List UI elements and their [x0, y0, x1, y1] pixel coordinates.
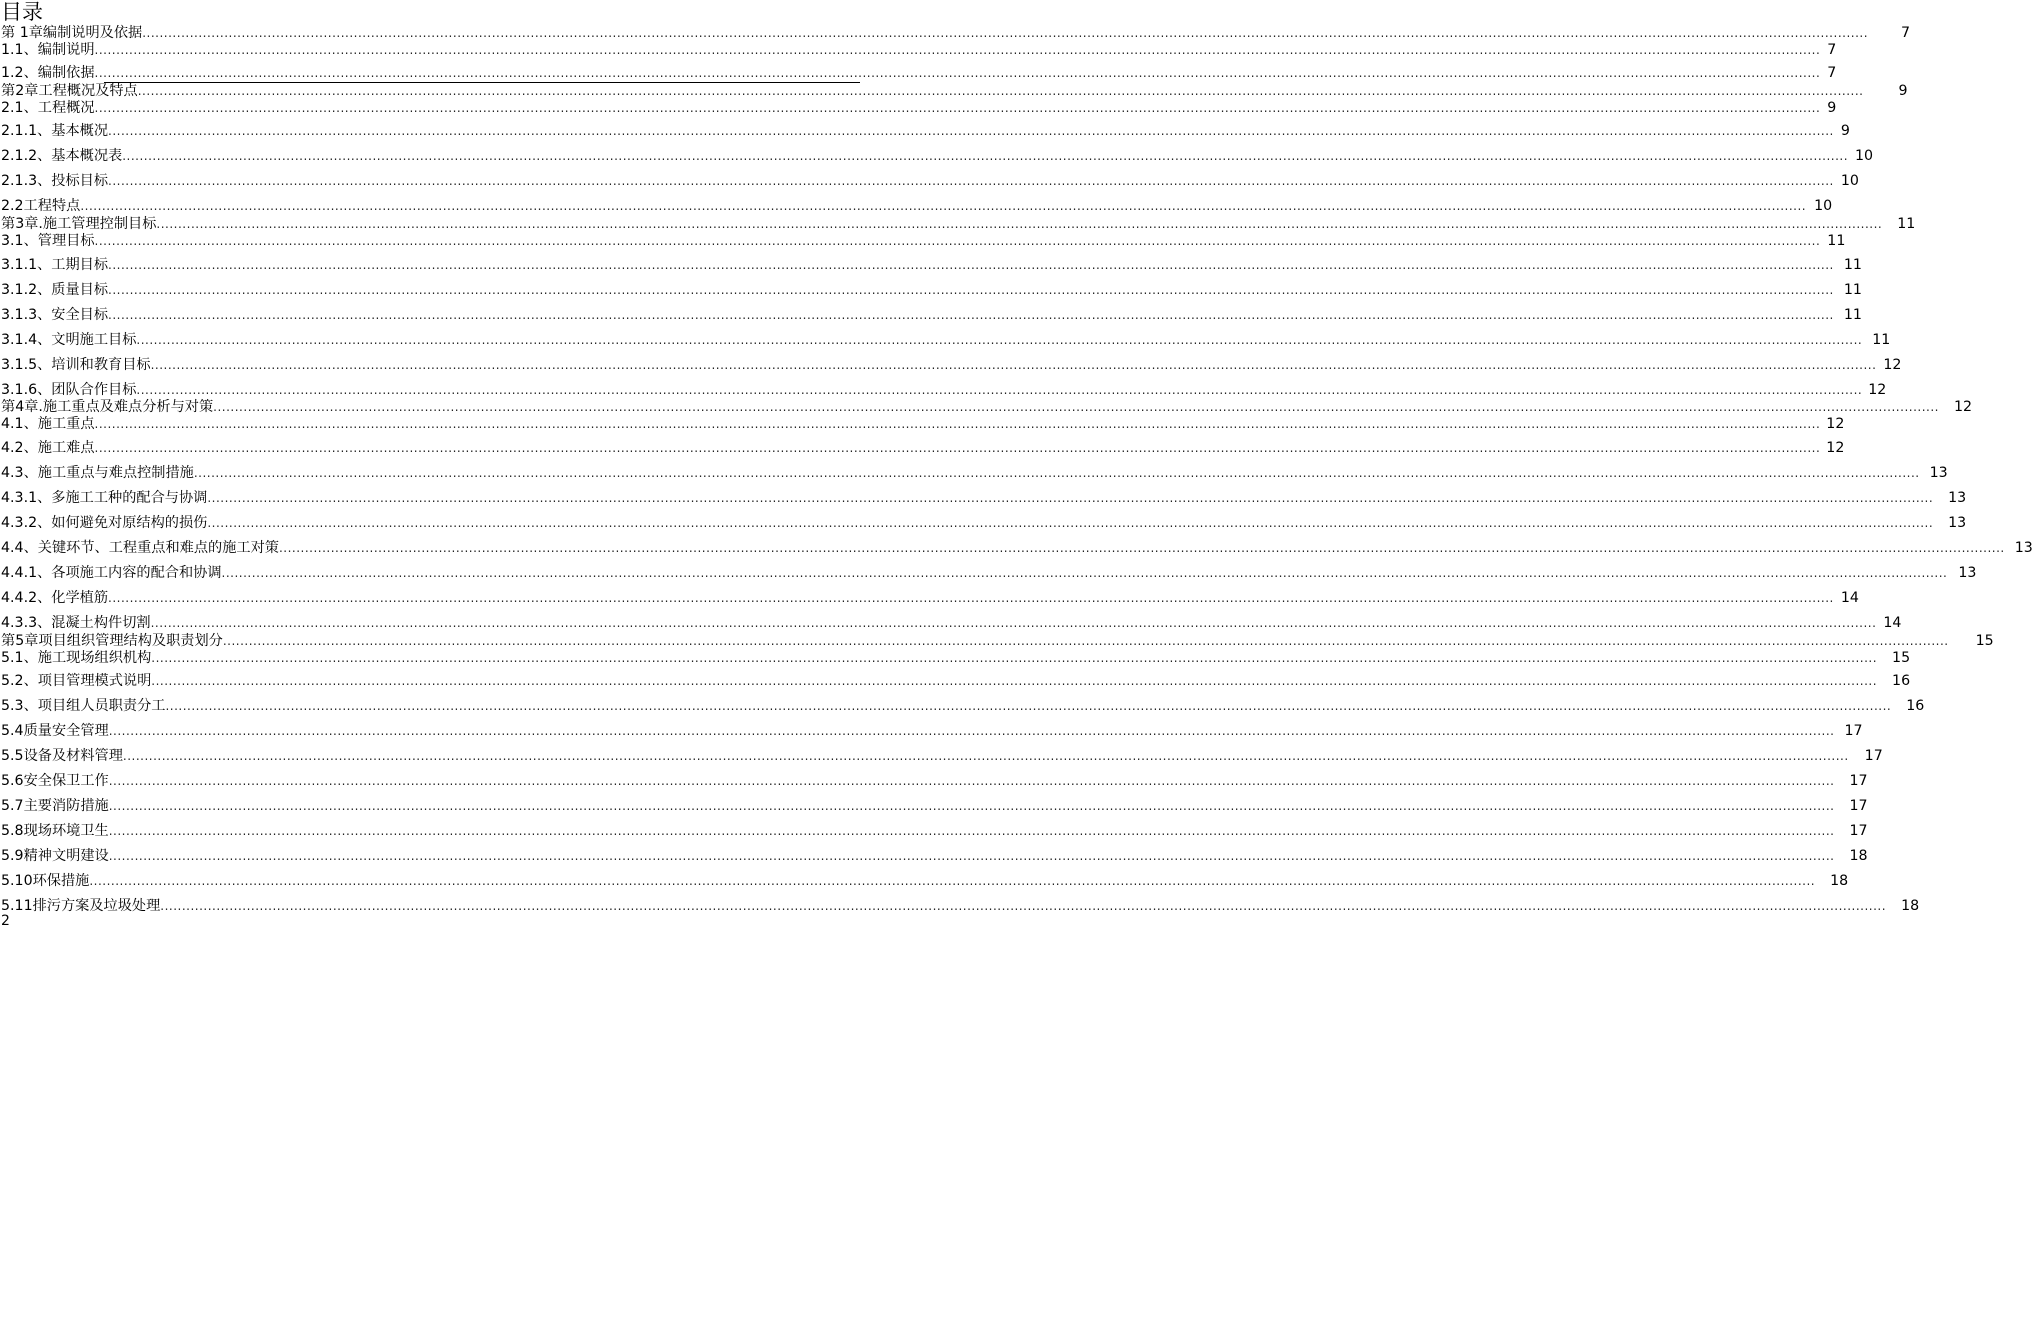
toc-entry-label: 4.3.2、如何避免对原结构的损伤: [1, 515, 208, 531]
toc-entry-page: 16: [1892, 673, 1911, 689]
toc-entry-page: 18: [1901, 898, 1920, 914]
toc-entry-label: 4.4.2、化学植筋: [1, 590, 109, 606]
toc-entry[interactable]: [1, 489, 1967, 507]
toc-entry[interactable]: [1, 147, 1874, 165]
dot-leader: ................................................................................................................................................................................................................................................................................................................................................................................................................: [122, 749, 1849, 763]
toc-entry-label: 5.1、施工现场组织机构: [1, 650, 152, 666]
toc-entry[interactable]: [1, 632, 1994, 650]
toc-entry-label: 3.1.1、工期目标: [1, 257, 109, 273]
toc-entry[interactable]: [1, 281, 1862, 299]
toc-entry-label: 5.5设备及材料管理: [1, 748, 123, 764]
toc-entry[interactable]: [1, 847, 1868, 865]
toc-entry-label: 4.3.1、多施工工种的配合与协调: [1, 490, 208, 506]
toc-entry-label: 4.4、关键环节、工程重点和难点的施工对策: [1, 540, 279, 556]
toc-entry-label: 2.1.2、基本概况表: [1, 148, 123, 164]
toc-entry[interactable]: [1, 331, 1891, 349]
toc-entry-page: 14: [1883, 615, 1902, 631]
toc-entry-page: 7: [1827, 42, 1837, 58]
dot-leader: ................................................................................................................................................................................................................................................................................................................................................................................................................: [94, 66, 1821, 80]
dot-leader: ................................................................................................................................................................................................................................................................................................................................................................................................................: [207, 516, 1934, 530]
dot-leader: ................................................................................................................................................................................................................................................................................................................................................................................................................: [151, 674, 1878, 688]
toc-entry[interactable]: [1, 614, 1902, 632]
toc-entry-page: 15: [1892, 650, 1911, 666]
toc-entry-label: 2.1.1、基本概况: [1, 123, 109, 139]
toc-entry-page: 7: [1827, 65, 1837, 81]
toc-entry-label: 2.2工程特点: [1, 198, 81, 214]
toc-entry[interactable]: [1, 24, 1911, 42]
toc-entry-page: 9: [1898, 83, 1908, 99]
toc-entry-page: 10: [1840, 173, 1859, 189]
toc-entry[interactable]: [1, 672, 1911, 690]
toc-entry[interactable]: [1, 306, 1862, 324]
toc-entry[interactable]: [1, 797, 1868, 815]
toc-entry-page: 10: [1855, 148, 1874, 164]
toc-entry[interactable]: [1, 381, 1887, 399]
toc-entry-page: 12: [1826, 440, 1845, 456]
dot-leader: ................................................................................................................................................................................................................................................................................................................................................................................................................: [94, 43, 1821, 57]
toc-entry[interactable]: [1, 514, 1967, 532]
toc-entry-label: 3.1、管理目标: [1, 233, 95, 249]
toc-entry-label: 3.1.3、安全目标: [1, 307, 109, 323]
dot-leader: ................................................................................................................................................................................................................................................................................................................................................................................................................: [94, 101, 1821, 115]
toc-entry[interactable]: [1, 398, 1973, 416]
toc-entry[interactable]: [1, 822, 1868, 840]
toc-entry-page: 12: [1953, 399, 1973, 415]
toc-entry[interactable]: [1, 897, 1920, 915]
dot-leader: ................................................................................................................................................................................................................................................................................................................................................................................................................: [137, 84, 1864, 98]
dot-leader: ................................................................................................................................................................................................................................................................................................................................................................................................................: [108, 308, 1834, 322]
dot-leader: ................................................................................................................................................................................................................................................................................................................................................................................................................: [108, 849, 1835, 863]
dot-leader: ................................................................................................................................................................................................................................................................................................................................................................................................................: [150, 616, 1877, 630]
toc-entry[interactable]: [1, 232, 1846, 250]
toc-entry-label: 5.10环保措施: [1, 873, 90, 889]
toc-entry-label: 2.1、工程概况: [1, 100, 95, 116]
toc-entry-label: 3.1.5、培训和教育目标: [1, 357, 151, 373]
dot-leader: ................................................................................................................................................................................................................................................................................................................................................................................................................: [193, 466, 1920, 480]
toc-entry[interactable]: [1, 99, 1837, 117]
dot-leader: ................................................................................................................................................................................................................................................................................................................................................................................................................: [136, 333, 1863, 347]
toc-entry-page: 12: [1883, 357, 1902, 373]
toc-entry[interactable]: [1, 539, 2033, 557]
toc-entry[interactable]: [1, 41, 1837, 59]
toc-entry-label: 5.9精神文明建设: [1, 848, 109, 864]
dot-leader: ................................................................................................................................................................................................................................................................................................................................................................................................................: [278, 541, 2005, 555]
dot-leader: ................................................................................................................................................................................................................................................................................................................................................................................................................: [156, 217, 1883, 231]
toc-entry-label: 3.1.2、质量目标: [1, 282, 109, 298]
toc-entry-label: 1.2、编制依据: [1, 65, 95, 81]
toc-entry-page: 13: [1929, 465, 1948, 481]
toc-entry-page: 9: [1827, 100, 1837, 116]
dot-leader: ................................................................................................................................................................................................................................................................................................................................................................................................................: [108, 824, 1835, 838]
toc-entry-page: 10: [1814, 198, 1833, 214]
toc-entry-label: 4.1、施工重点: [1, 416, 95, 432]
dot-leader: ................................................................................................................................................................................................................................................................................................................................................................................................................: [122, 149, 1849, 163]
toc-entry[interactable]: [1, 747, 1883, 765]
dot-leader: ................................................................................................................................................................................................................................................................................................................................................................................................................: [108, 283, 1834, 297]
toc-entry[interactable]: [1, 464, 1948, 482]
toc-entry-page: 15: [1975, 633, 1994, 649]
toc-entry-label: 3.1.6、团队合作目标: [1, 382, 137, 398]
toc-entry-label: 第 1章编制说明及依据: [1, 25, 143, 41]
dot-leader: ................................................................................................................................................................................................................................................................................................................................................................................................................: [80, 199, 1807, 213]
dot-leader: ................................................................................................................................................................................................................................................................................................................................................................................................................: [165, 699, 1892, 713]
dot-leader: ................................................................................................................................................................................................................................................................................................................................................................................................................: [94, 441, 1821, 455]
toc-entry[interactable]: [1, 82, 1908, 100]
dot-leader: ................................................................................................................................................................................................................................................................................................................................................................................................................: [108, 124, 1834, 138]
toc-entry-page: 13: [1948, 515, 1967, 531]
toc-entry-page: 9: [1840, 123, 1850, 139]
toc-entry[interactable]: [1, 589, 1859, 607]
toc-entry-label: 4.3.3、混凝土构件切割: [1, 615, 151, 631]
toc-entry-page: 11: [1843, 307, 1862, 323]
toc-entry-page: 7: [1901, 25, 1911, 41]
toc-entry[interactable]: [1, 722, 1863, 740]
toc-entry[interactable]: [1, 64, 1837, 82]
toc-entry-label: 3.1.4、文明施工目标: [1, 332, 137, 348]
dot-leader: ................................................................................................................................................................................................................................................................................................................................................................................................................: [108, 591, 1834, 605]
toc-entry-label: 第4章.施工重点及难点分析与对策: [1, 399, 214, 415]
toc-entry-page: 13: [1948, 490, 1967, 506]
toc-entry-page: 12: [1868, 382, 1887, 398]
page-number: 2: [1, 913, 10, 929]
horizontal-rule: [104, 82, 860, 83]
dot-leader: ................................................................................................................................................................................................................................................................................................................................................................................................................: [136, 383, 1863, 397]
toc-entry[interactable]: [1, 415, 1845, 433]
toc-entry-page: 11: [1897, 216, 1916, 232]
toc-entry-page: 18: [1849, 848, 1868, 864]
toc-entry[interactable]: [1, 197, 1833, 215]
toc-entry-label: 第3章.施工管理控制目标: [1, 216, 157, 232]
toc-entry-label: 4.3、施工重点与难点控制措施: [1, 465, 194, 481]
toc-entry-page: 17: [1849, 823, 1868, 839]
dot-leader: ................................................................................................................................................................................................................................................................................................................................................................................................................: [151, 651, 1878, 665]
toc-entry-label: 5.3、项目组人员职责分工: [1, 698, 166, 714]
dot-leader: ................................................................................................................................................................................................................................................................................................................................................................................................................: [108, 799, 1835, 813]
toc-entry-page: 11: [1843, 282, 1862, 298]
toc-entry[interactable]: [1, 439, 1845, 457]
dot-leader: ................................................................................................................................................................................................................................................................................................................................................................................................................: [160, 899, 1887, 913]
toc-entry-label: 1.1、编制说明: [1, 42, 95, 58]
toc-entry[interactable]: [1, 122, 1850, 140]
toc-entry-label: 2.1.3、投标目标: [1, 173, 109, 189]
toc-entry[interactable]: [1, 215, 1916, 233]
dot-leader: ................................................................................................................................................................................................................................................................................................................................................................................................................: [221, 566, 1948, 580]
toc-entry[interactable]: [1, 256, 1862, 274]
toc-entry-label: 5.7主要消防措施: [1, 798, 109, 814]
toc-entry-label: 第2章工程概况及特点: [1, 83, 138, 99]
toc-entry-page: 17: [1864, 748, 1883, 764]
toc-entry[interactable]: [1, 172, 1859, 190]
toc-entry-label: 5.6安全保卫工作: [1, 773, 109, 789]
toc-entry-page: 14: [1840, 590, 1859, 606]
toc-entry[interactable]: [1, 697, 1925, 715]
toc-entry-page: 13: [2014, 540, 2033, 556]
toc-entry-page: 11: [1843, 257, 1862, 273]
toc-entry-label: 5.8现场环境卫生: [1, 823, 109, 839]
toc-entry-page: 12: [1826, 416, 1845, 432]
toc-entry-label: 第5章项目组织管理结构及职责划分: [1, 633, 223, 649]
toc-entry-label: 5.4质量安全管理: [1, 723, 109, 739]
toc-entry-label: 4.4.1、各项施工内容的配合和协调: [1, 565, 222, 581]
toc-entry-page: 11: [1827, 233, 1846, 249]
toc-entry[interactable]: [1, 872, 1849, 890]
dot-leader: ................................................................................................................................................................................................................................................................................................................................................................................................................: [108, 774, 1835, 788]
toc-entry-label: 4.2、施工难点: [1, 440, 95, 456]
dot-leader: ................................................................................................................................................................................................................................................................................................................................................................................................................: [89, 874, 1816, 888]
dot-leader: ................................................................................................................................................................................................................................................................................................................................................................................................................: [108, 724, 1835, 738]
toc-entry-page: 11: [1872, 332, 1891, 348]
dot-leader: ................................................................................................................................................................................................................................................................................................................................................................................................................: [108, 174, 1834, 188]
dot-leader: ................................................................................................................................................................................................................................................................................................................................................................................................................: [222, 634, 1949, 648]
toc-entry[interactable]: [1, 356, 1902, 374]
toc-entry-label: 5.2、项目管理模式说明: [1, 673, 152, 689]
dot-leader: ................................................................................................................................................................................................................................................................................................................................................................................................................: [94, 417, 1821, 431]
toc-entry[interactable]: [1, 564, 1977, 582]
toc-entry[interactable]: [1, 649, 1911, 667]
toc-entry[interactable]: [1, 772, 1868, 790]
dot-leader: ................................................................................................................................................................................................................................................................................................................................................................................................................: [142, 26, 1869, 40]
dot-leader: ................................................................................................................................................................................................................................................................................................................................................................................................................: [207, 491, 1934, 505]
toc-entry-page: 16: [1906, 698, 1925, 714]
toc-entry-page: 18: [1830, 873, 1849, 889]
dot-leader: ................................................................................................................................................................................................................................................................................................................................................................................................................: [108, 258, 1834, 272]
toc-title: 目录: [1, 0, 43, 24]
toc-entry-page: 17: [1844, 723, 1863, 739]
toc-entry-page: 13: [1958, 565, 1977, 581]
toc-entry-page: 17: [1849, 773, 1868, 789]
toc-entry-page: 17: [1849, 798, 1868, 814]
dot-leader: ................................................................................................................................................................................................................................................................................................................................................................................................................: [213, 400, 1939, 414]
dot-leader: ................................................................................................................................................................................................................................................................................................................................................................................................................: [150, 358, 1877, 372]
dot-leader: ................................................................................................................................................................................................................................................................................................................................................................................................................: [94, 234, 1821, 248]
toc-entry-label: 5.11排污方案及垃圾处理: [1, 898, 161, 914]
